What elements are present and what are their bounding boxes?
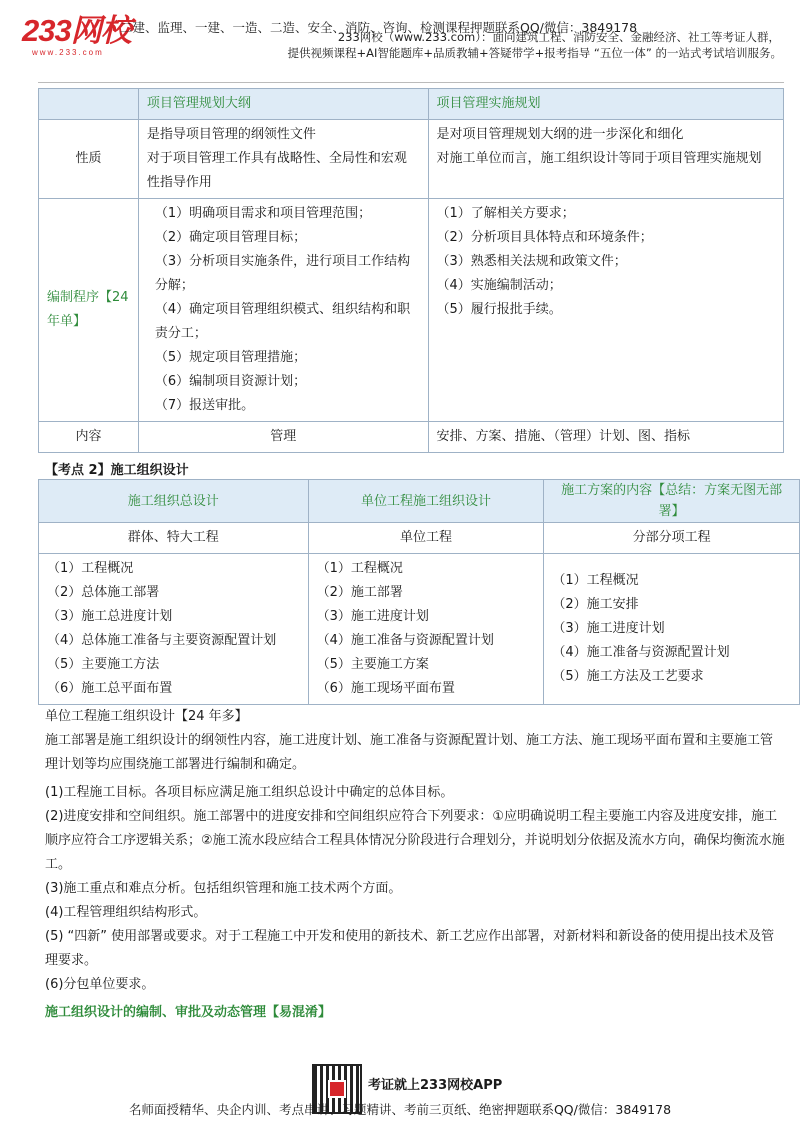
row-label: 性质 (39, 120, 139, 199)
list-item: (6)分包单位要求。 (45, 977, 155, 992)
column-header: 项目管理规划大纲 (138, 89, 428, 120)
construction-design-table (38, 479, 800, 705)
table-corner-cell (39, 89, 139, 120)
column-header: 项目管理实施规划 (428, 89, 784, 120)
cell-line: （5）主要施工方法 (47, 657, 160, 672)
cell-line: （3）分析项目实施条件，进行项目工作结构分解； (154, 254, 411, 293)
cell-line: 是对项目管理规划大纲的进一步深化和细化 (436, 127, 684, 142)
table-cell: 安排、方案、措施、（管理）计划、图、指标 (428, 422, 784, 453)
table-row (39, 199, 784, 422)
cell-line: （3）熟悉相关法规和政策文件； (436, 254, 627, 269)
cell-line: （6）编制项目资源计划； (154, 374, 307, 389)
cell-line: 对施工单位而言，施工组织设计等同于项目管理实施规划 (436, 151, 762, 166)
cell-line: （4）确定项目管理组织模式、组织结构和职责分工； (154, 302, 411, 341)
logo-url: www.233.com (32, 48, 104, 57)
table-cell (39, 554, 309, 705)
list-item: (1)工程施工目标。各项目标应满足施工组织总设计中确定的总体目标。 (45, 785, 454, 800)
scope-cell: 群体、特大工程 (39, 523, 309, 554)
cell-line: （1）工程概况 (316, 561, 403, 576)
cell-line: （5）规定项目管理措施； (154, 350, 307, 365)
unit-design-intro: 施工部署是施工组织设计的纲领性内容，施工进度计划、施工准备与资源配置计划、施工方法、施工现场平面布置和主要施工管理计划等均应围绕施工部署进行编制和确定。 (45, 733, 774, 772)
cell-line: 是指导项目管理的纲领性文件 (146, 127, 316, 142)
table-cell (428, 199, 784, 422)
column-header: 施工组织总设计 (39, 480, 309, 523)
list-item: (5) “四新” 使用部署或要求。对于工程施工中开发和使用的新技术、新工艺应作出部署，对新材料和新设备的使用提出技术及管理要求。 (45, 929, 775, 968)
cell-line: （2）施工部署 (316, 585, 403, 600)
unit-design-title: 单位工程施工组织设计【24 年多】 (45, 709, 248, 724)
page-header (0, 0, 800, 78)
header-intro-line: 233网校（www.233.com）：面向建筑工程、消防安全、金融经济、社工等考证人群， (337, 30, 780, 44)
table-cell (308, 554, 544, 705)
header-service-line: 提供视频课程+AI智能题库+品质教辅+答疑带学+报考指导 “五位一体” 的一站式考试培训服务。 (287, 46, 782, 60)
cell-line: （1）明确项目需求和项目管理范围； (154, 206, 372, 221)
cell-line: （1）工程概况 (552, 573, 639, 588)
list-item: (3)施工重点和难点分析。包括组织管理和施工技术两个方面。 (45, 881, 402, 896)
cell-line: （4）施工准备与资源配置计划 (316, 633, 494, 648)
table-header-row (39, 89, 784, 120)
cell-line: （2）总体施工部署 (47, 585, 160, 600)
cell-line: （5）施工方法及工艺要求 (552, 669, 704, 684)
cell-line: （2）确定项目管理目标； (154, 230, 307, 245)
list-item: (4)工程管理组织结构形式。 (45, 905, 207, 920)
row-label: 编制程序【24年单】 (39, 199, 139, 422)
table-row (39, 554, 800, 705)
cell-line: （3）施工进度计划 (552, 621, 665, 636)
table-row (39, 120, 784, 199)
cell-line: （4）总体施工准备与主要资源配置计划 (47, 633, 277, 648)
cell-line: （2）施工安排 (552, 597, 639, 612)
cell-line: （3）施工总进度计划 (47, 609, 173, 624)
cell-line: 对于项目管理工作具有战略性、全局性和宏观性指导作用 (146, 151, 407, 190)
project-plan-table (38, 88, 784, 453)
table-cell: 管理 (138, 422, 428, 453)
column-header: 施工方案的内容【总结：方案无图无部署】 (544, 480, 800, 523)
row-label: 内容 (39, 422, 139, 453)
table-header-row (39, 480, 800, 523)
table-row (39, 523, 800, 554)
column-header: 单位工程施工组织设计 (308, 480, 544, 523)
cell-line: （7）报送审批。 (154, 398, 255, 413)
logo-text: 233网校 (22, 13, 131, 48)
cell-line: （4）施工准备与资源配置计划 (552, 645, 730, 660)
cell-line: （5）主要施工方案 (316, 657, 429, 672)
cell-line: （5）履行报批手续。 (436, 302, 562, 317)
section-title-kd2: 【考点 2】施工组织设计 (45, 463, 189, 478)
cell-line: （6）施工现场平面布置 (316, 681, 455, 696)
cell-line: （4）实施编制活动； (436, 278, 562, 293)
table-cell (138, 120, 428, 199)
scope-cell: 单位工程 (308, 523, 544, 554)
footer-contact-line: 名师面授精华、央企内训、考点串讲、习题精讲、考前三页纸、绝密押题联系QQ/微信：3849178 (128, 1102, 672, 1117)
cell-line: （1）了解相关方要求； (436, 206, 575, 221)
table-cell (428, 120, 784, 199)
table-cell (138, 199, 428, 422)
section-title-green: 施工组织设计的编制、审批及动态管理【易混淆】 (45, 1005, 332, 1020)
header-divider (38, 82, 784, 83)
cell-line: （1）工程概况 (47, 561, 134, 576)
table-row (39, 422, 784, 453)
list-item: (2)进度安排和空间组织。施工部署中的进度安排和空间组织应符合下列要求：①应明确说明工程主要施工内容及进度安排，施工顺序应符合工序逻辑关系；②施工流水段应结合工程具体情况分阶段进行合理划分，并说明划分依据及流水方向，确保均衡流水施工。 (45, 809, 785, 872)
cell-line: （6）施工总平面布置 (47, 681, 173, 696)
unit-design-section (45, 705, 785, 997)
table-cell (544, 554, 800, 705)
footer-app-promo: 考证就上233网校APP (368, 1078, 503, 1093)
cell-line: （2）分析项目具体特点和环境条件； (436, 230, 653, 245)
scope-cell: 分部分项工程 (544, 523, 800, 554)
cell-line: （3）施工进度计划 (316, 609, 429, 624)
header-contact-line: 二建、监理、一建、一造、二造、安全、消防、咨询、检测课程押题联系QQ/微信：3849178 (120, 20, 638, 35)
